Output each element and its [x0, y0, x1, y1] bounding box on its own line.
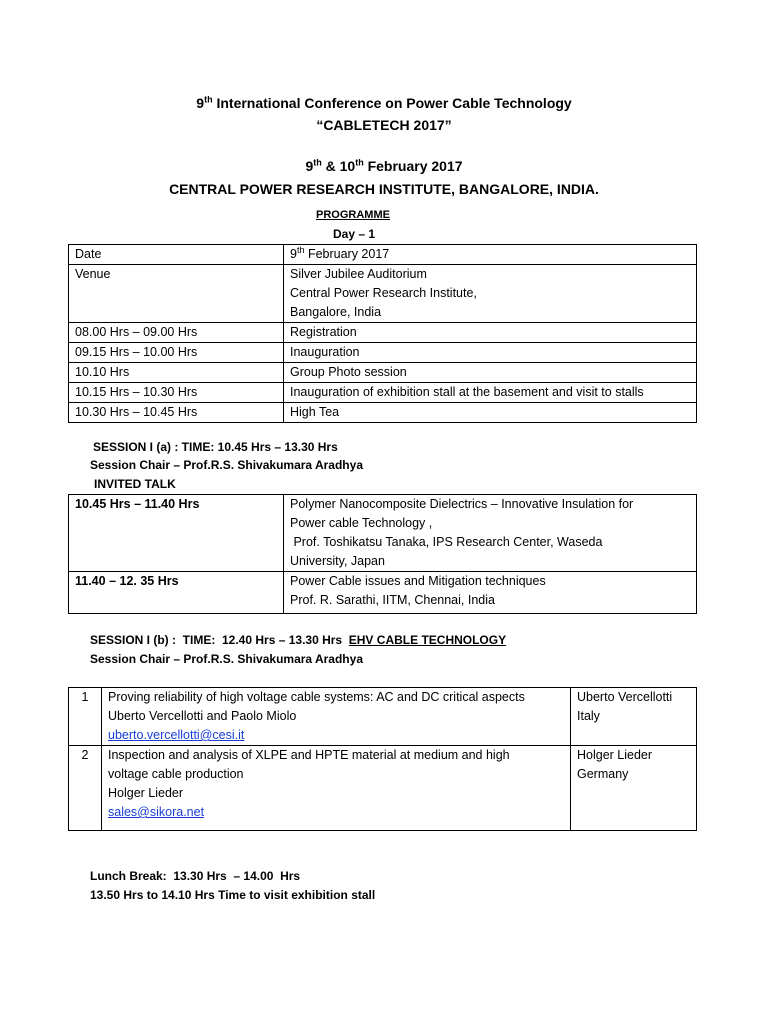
time-cell: 11.40 – 12. 35 Hrs	[69, 572, 284, 614]
event-cell: Inauguration	[284, 343, 697, 363]
table-row	[69, 746, 697, 831]
session-1b-papers-table	[68, 687, 697, 831]
table-row	[69, 323, 697, 343]
time-cell: 10.10 Hrs	[69, 363, 284, 383]
talk-cell: Polymer Nanocomposite Dielectrics – Innovative Insulation for Power cable Technology , Prof. Toshikatsu Tanaka, IPS Research Center, Waseda University, Japan	[284, 495, 697, 572]
table-row	[69, 688, 697, 746]
time-cell: 10.15 Hrs – 10.30 Hrs	[69, 383, 284, 403]
speaker-cell: Holger Lieder Germany	[571, 746, 697, 831]
conference-dates: 9th & 10th February 2017	[305, 157, 463, 174]
venue-label: Venue	[69, 265, 284, 323]
talk-cell: Power Cable issues and Mitigation techniques Prof. R. Sarathi, IITM, Chennai, India	[284, 572, 697, 614]
table-row	[69, 403, 697, 423]
table-row	[69, 245, 697, 265]
invited-talk-table	[68, 494, 697, 614]
event-cell: Inauguration of exhibition stall at the basement and visit to stalls	[284, 383, 697, 403]
paper-number: 1	[69, 688, 102, 746]
event-cell: High Tea	[284, 403, 697, 423]
day-heading: Day – 1	[333, 227, 376, 241]
session-1b-chair: Session Chair – Prof.R.S. Shivakumara Aradhya	[90, 652, 363, 666]
conference-title: 9th International Conference on Power Cable Technology	[196, 94, 572, 111]
venue-value: Silver Jubilee Auditorium Central Power Research Institute, Bangalore, India	[284, 265, 697, 323]
table-row	[69, 495, 697, 572]
table-row	[69, 343, 697, 363]
time-cell: 10.45 Hrs – 11.40 Hrs	[69, 495, 284, 572]
event-cell: Group Photo session	[284, 363, 697, 383]
lunch-break: Lunch Break: 13.30 Hrs – 14.00 Hrs	[90, 869, 301, 883]
table-row	[69, 363, 697, 383]
email-link[interactable]: sales@sikora.net	[108, 805, 205, 819]
session-1a-heading: SESSION I (a) : TIME: 10.45 Hrs – 13.30 Hrs	[93, 440, 338, 454]
table-row	[69, 265, 697, 323]
paper-details: Inspection and analysis of XLPE and HPTE material at medium and high voltage cable production Holger Lieder sales@sikora.net	[102, 746, 571, 831]
time-cell: 10.30 Hrs – 10.45 Hrs	[69, 403, 284, 423]
date-label: Date	[69, 245, 284, 265]
date-value: 9th February 2017	[284, 245, 697, 265]
paper-number: 2	[69, 746, 102, 831]
session-1a-chair: Session Chair – Prof.R.S. Shivakumara Aradhya	[90, 458, 363, 472]
speaker-cell: Uberto Vercellotti Italy	[571, 688, 697, 746]
session-1b-topic: EHV CABLE TECHNOLOGY	[348, 633, 507, 647]
session-1b-heading: SESSION I (b) : TIME: 12.40 Hrs – 13.30 Hrs EHV CABLE TECHNOLOGY	[90, 633, 507, 647]
table-row	[69, 383, 697, 403]
programme-heading: PROGRAMME	[316, 209, 390, 221]
conference-short-name: “CABLETECH 2017”	[316, 117, 452, 133]
time-cell: 08.00 Hrs – 09.00 Hrs	[69, 323, 284, 343]
institute-name: CENTRAL POWER RESEARCH INSTITUTE, BANGALORE, INDIA.	[169, 181, 599, 197]
day1-schedule-table	[68, 244, 697, 423]
email-link[interactable]: uberto.vercellotti@cesi.it	[108, 728, 245, 742]
event-cell: Registration	[284, 323, 697, 343]
invited-talk-heading: INVITED TALK	[94, 477, 176, 491]
exhibition-visit: 13.50 Hrs to 14.10 Hrs Time to visit exhibition stall	[90, 888, 376, 902]
paper-details: Proving reliability of high voltage cable systems: AC and DC critical aspects Uberto Vercellotti and Paolo Miolo uberto.vercellotti@cesi.it	[102, 688, 571, 746]
table-row	[69, 572, 697, 614]
time-cell: 09.15 Hrs – 10.00 Hrs	[69, 343, 284, 363]
